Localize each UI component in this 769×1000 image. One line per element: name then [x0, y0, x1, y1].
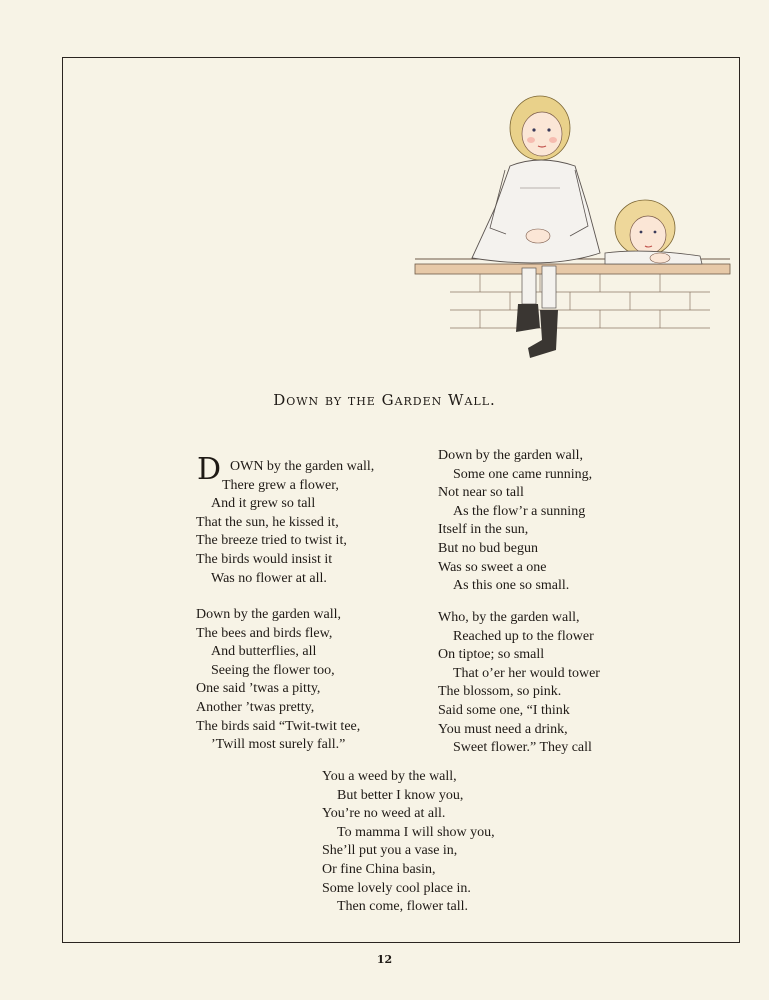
verse-line: You must need a drink, — [438, 721, 568, 737]
verse-line: The breeze tried to twist it, — [196, 533, 347, 549]
verse-line: Some lovely cool place in. — [322, 880, 471, 896]
verse-line: Who, by the garden wall, — [438, 610, 580, 625]
verse-line: Down by the garden wall, — [196, 607, 342, 622]
verse-line: But better I know you, — [337, 787, 464, 803]
verse-line: As the flow’r a sunning — [453, 503, 586, 519]
verse-line: Reached up to the flower — [453, 628, 594, 644]
verse-line: Seeing the flower too, — [211, 662, 335, 678]
drop-cap: D — [197, 452, 222, 487]
verse-line: Was so sweet a one — [438, 559, 547, 575]
verse-line: She’ll put you a vase in, — [322, 843, 458, 859]
verse-line: The birds said “Twit-twit tee, — [196, 718, 361, 734]
verse-line: Was no flower at all. — [211, 570, 327, 586]
verse-line: One said ’twas a pitty, — [196, 681, 321, 697]
verse-line: Said some one, “I think — [438, 702, 570, 718]
verse-line: Or fine China basin, — [322, 861, 436, 877]
verse-line: To mamma I will show you, — [337, 824, 495, 840]
verse-line: You a weed by the wall, — [322, 769, 457, 784]
stanza-2 — [196, 606, 360, 755]
verse-line: And butterflies, all — [211, 644, 317, 660]
stanza-1 — [196, 458, 374, 588]
verse-line: Some one came running, — [453, 466, 593, 482]
verse-line: The bees and birds flew, — [196, 625, 333, 641]
verse-line: Down by the garden wall, — [438, 448, 584, 463]
verse-line: Another ’twas pretty, — [196, 699, 315, 715]
verse-line: Not near so tall — [438, 485, 524, 501]
page-number: 12 — [376, 953, 393, 966]
verse-line: Sweet flower.” They call — [453, 740, 592, 756]
verse-line: That the sun, he kissed it, — [196, 514, 339, 530]
stanza-5 — [322, 768, 495, 917]
poem-title: Down by the Garden Wall. — [273, 391, 496, 409]
verse-line: But no bud begun — [438, 540, 538, 556]
verse-line: OWN by the garden wall, — [230, 459, 375, 474]
verse-line: You’re no weed at all. — [322, 806, 446, 822]
verse-line: As this one so small. — [453, 578, 570, 594]
children-on-wall-illustration — [410, 88, 735, 378]
verse-line: That o’er her would tower — [453, 665, 600, 681]
verse-line: Then come, flower tall. — [337, 899, 469, 915]
verse-line: The blossom, so pink. — [438, 684, 562, 700]
verse-line: Itself in the sun, — [438, 522, 529, 538]
verse-line: And it grew so tall — [211, 496, 316, 512]
stanza-4 — [438, 609, 600, 758]
verse-line: On tiptoe; so small — [438, 647, 545, 663]
verse-line: ’Twill most surely fall.” — [211, 737, 346, 753]
verse-line: The birds would insist it — [196, 551, 333, 567]
verse-line: There grew a flower, — [222, 477, 339, 493]
stanza-3 — [438, 447, 592, 596]
